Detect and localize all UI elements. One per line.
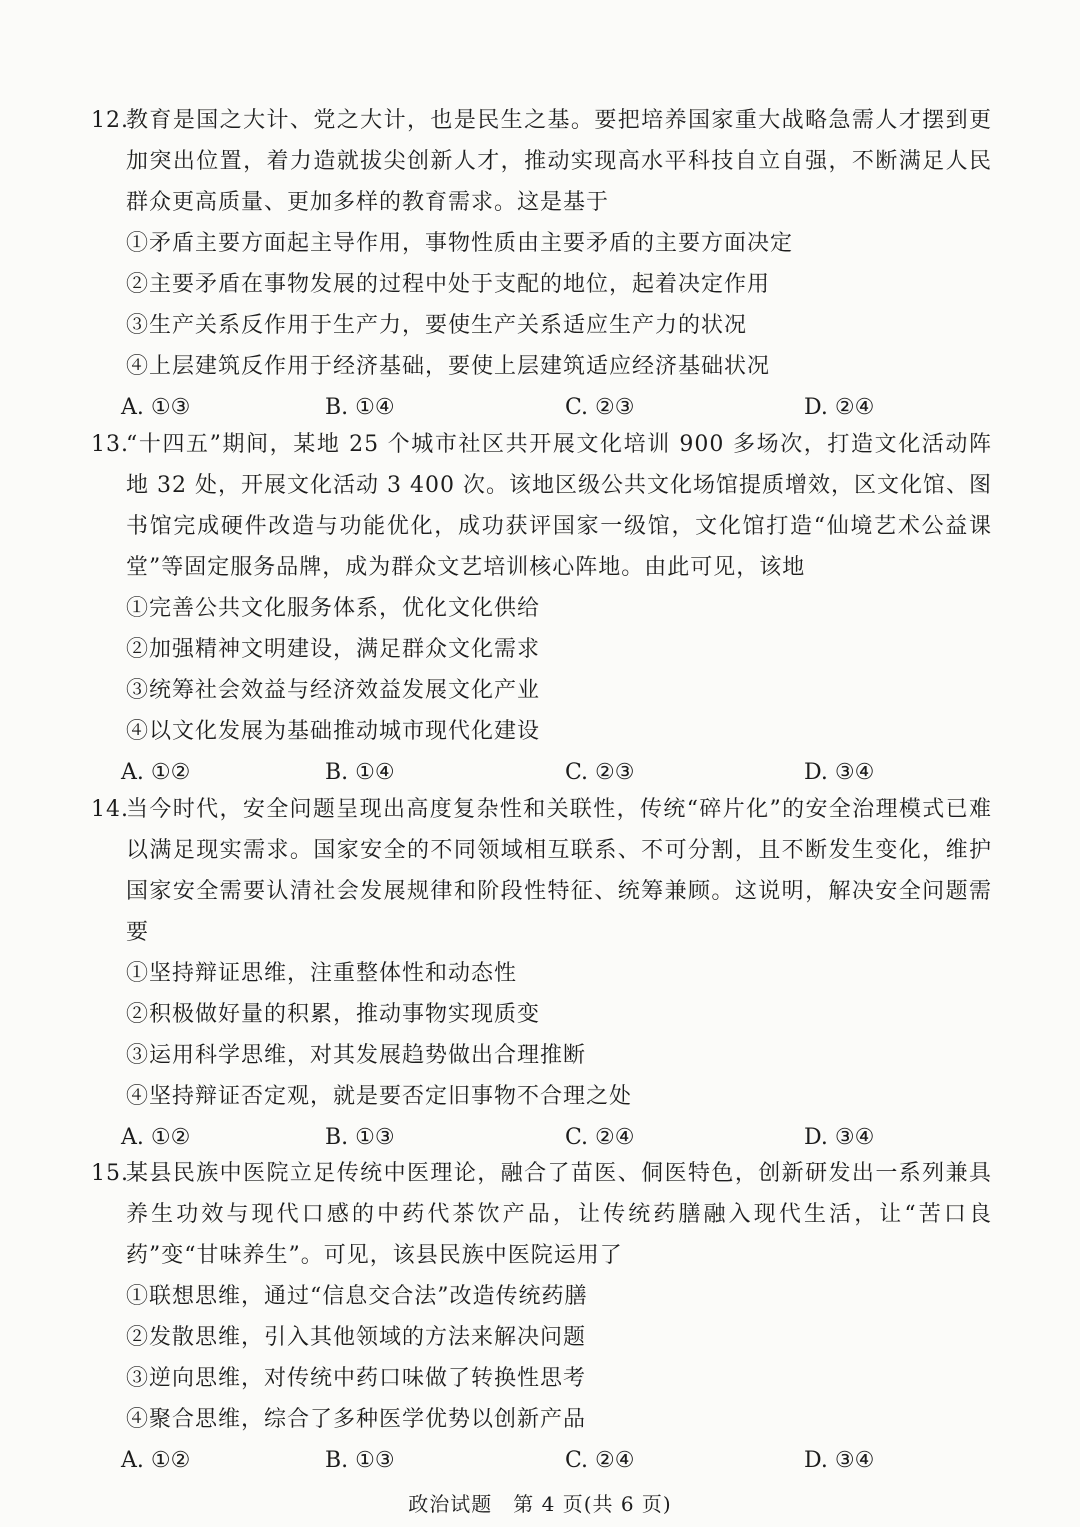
statement-3: ③运用科学思维，对其发展趋势做出合理推断 [126,1043,587,1068]
choice-b: B. ①③ [325,1448,395,1473]
page-footer: 政治试题 第 4 页(共 6 页) [408,1492,672,1516]
choice-d: D. ③④ [804,1448,875,1473]
statement-3: ③逆向思维，对传统中药口味做了转换性思考 [126,1366,587,1391]
question-text: 教育是国之大计、党之大计，也是民生之基。要把培养国家重大战略急需人才摆到更加突出位置，着力造就拔尖创新人才，推动实现高水平科技自立自强，不断满足人民群众更高质量、更加多样的教育需求。这是基于 [126,108,992,215]
question-13 [0,424,1080,793]
question-12 [0,100,1080,428]
question-number: 12. [91,108,129,133]
choice-b: B. ①④ [325,760,395,785]
choice-a: A. ①③ [121,395,191,420]
choice-a: A. ①② [121,1125,191,1150]
answer-choices [0,752,1080,793]
choice-b: B. ①③ [325,1125,395,1150]
question-text: 某县民族中医院立足传统中医理论，融合了苗医、侗医特色，创新研发出一系列兼具养生功效与现代口感的中药代茶饮产品，让传统药膳融入现代生活，让“苦口良药”变“甘味养生”。可见，该县民族中医院运用了 [126,1161,992,1268]
statement-4: ④聚合思维，综合了多种医学优势以创新产品 [126,1407,587,1432]
statement-3: ③统筹社会效益与经济效益发展文化产业 [126,678,541,703]
question-stem [0,1153,1080,1276]
statement-3: ③生产关系反作用于生产力，要使生产关系适应生产力的状况 [126,313,748,338]
statement-1: ①矛盾主要方面起主导作用，事物性质由主要矛盾的主要方面决定 [126,231,794,256]
statement-2: ②主要矛盾在事物发展的过程中处于支配的地位，起着决定作用 [126,272,771,297]
choice-a: A. ①② [121,760,191,785]
choice-d: D. ③④ [804,1125,875,1150]
choice-d: D. ③④ [804,760,875,785]
question-text: “十四五”期间，某地 25 个城市社区共开展文化培训 900 多场次，打造文化活动阵地 32 处，开展文化活动 3 400 次。该地区级公共文化场馆提质增效，区文化馆、图书馆完成硬件改造与功能优化，成功获评国家一级馆，文化馆打造“仙境艺术公益课堂”等固定服务品牌，成为群众文艺培训核心阵地。由此可见，该地 [126,432,992,580]
question-15 [0,1153,1080,1481]
answer-choices [0,1440,1080,1481]
statement-4: ④坚持辩证否定观，就是要否定旧事物不合理之处 [126,1084,633,1109]
statement-2: ②积极做好量的积累，推动事物实现质变 [126,1002,541,1027]
question-stem [0,100,1080,223]
statement-2: ②发散思维，引入其他领域的方法来解决问题 [126,1325,587,1350]
answer-choices [0,1117,1080,1158]
statement-1: ①联想思维，通过“信息交合法”改造传统药膳 [126,1284,588,1309]
statement-4: ④上层建筑反作用于经济基础，要使上层建筑适应经济基础状况 [126,354,771,379]
choice-c: C. ②④ [565,1125,635,1150]
choice-b: B. ①④ [325,395,395,420]
question-number: 14. [91,797,129,822]
choice-c: C. ②④ [565,1448,635,1473]
statement-2: ②加强精神文明建设，满足群众文化需求 [126,637,541,662]
answer-choices [0,387,1080,428]
question-number: 15. [91,1161,129,1186]
choice-c: C. ②③ [565,395,635,420]
question-stem [0,789,1080,953]
question-number: 13. [91,432,129,457]
question-stem [0,424,1080,588]
statement-1: ①完善公共文化服务体系，优化文化供给 [126,596,541,621]
question-14 [0,789,1080,1158]
statement-1: ①坚持辩证思维，注重整体性和动态性 [126,961,518,986]
choice-c: C. ②③ [565,760,635,785]
choice-d: D. ②④ [804,395,875,420]
choice-a: A. ①② [121,1448,191,1473]
statement-4: ④以文化发展为基础推动城市现代化建设 [126,719,541,744]
question-text: 当今时代，安全问题呈现出高度复杂性和关联性，传统“碎片化”的安全治理模式已难以满足现实需求。国家安全的不同领域相互联系、不可分割，且不断发生变化，维护国家安全需要认清社会发展规律和阶段性特征、统筹兼顾。这说明，解决安全问题需要 [126,797,992,945]
